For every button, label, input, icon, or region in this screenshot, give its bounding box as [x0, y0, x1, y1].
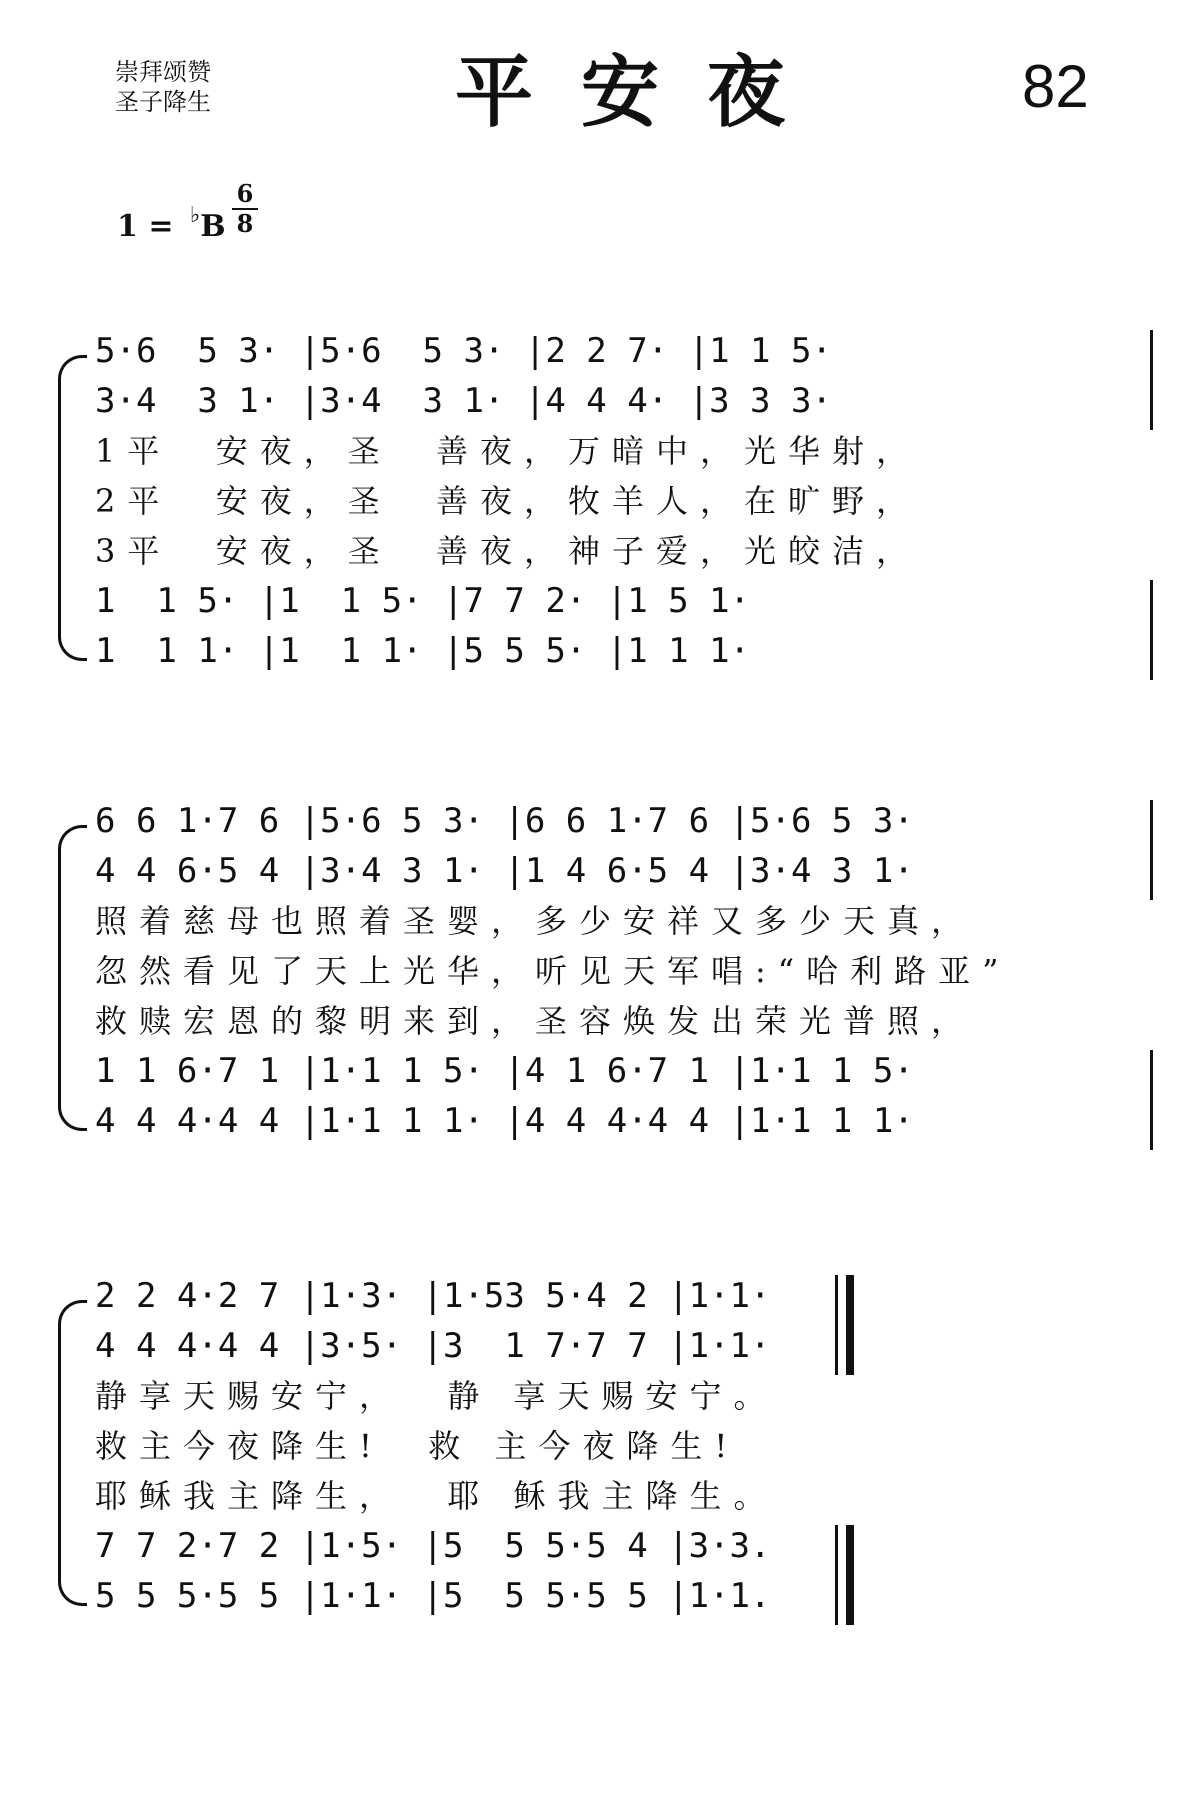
meter-bottom: 8: [236, 209, 254, 238]
verse-1-lyrics: 1平 安夜，圣 善夜，万暗中，光华射，: [95, 432, 921, 470]
time-signature: [232, 179, 258, 238]
bass-line: 4 4 4·4 4 |1·1 1 1· |4 4 4·4 4 |1·1 1 1·: [95, 1101, 914, 1141]
soprano-line: 6 6 1·7 6 |5·6 5 3· |6 6 1·7 6 |5·6 5 3·: [95, 801, 914, 841]
final-double-barline: [835, 1275, 854, 1375]
alto-line: 4 4 6·5 4 |3·4 3 1· |1 4 6·5 4 |3·4 3 1·: [95, 851, 914, 891]
end-barline: [1150, 1050, 1153, 1150]
bass-line: 1 1 1· |1 1 1· |5 5 5· |1 1 1·: [95, 631, 751, 671]
end-barline: [1150, 580, 1153, 680]
verse-3-lyrics: 3平 安夜，圣 善夜，神子爱，光皎洁，: [95, 532, 921, 570]
verse-2-lyrics: 救主今夜降生! 救 主今夜降生!: [95, 1427, 740, 1465]
verse-2-lyrics: 忽然看见了天上光华，听见天军唱:“哈利路亚”: [95, 952, 1011, 990]
flat-symbol: ♭: [189, 202, 201, 228]
verse-1-lyrics: 照着慈母也照着圣婴，多少安祥又多少天真，: [95, 902, 976, 940]
category-label-1: 崇拜颂赞: [115, 58, 211, 86]
final-double-barline: [835, 1525, 854, 1625]
hymn-number: 82: [1022, 53, 1089, 120]
verse-3-lyrics: 救赎宏恩的黎明来到，圣容焕发出荣光普照，: [95, 1002, 976, 1040]
hymn-title: 平安夜: [455, 47, 834, 138]
key-signature: [117, 200, 226, 242]
verse-2-lyrics: 2平 安夜，圣 善夜，牧羊人，在旷野，: [95, 482, 921, 520]
tenor-line: 1 1 5· |1 1 5· |7 7 2· |1 5 1·: [95, 581, 751, 621]
meter-top: 6: [236, 179, 254, 208]
verse-1-lyrics: 静享天赐安宁， 静 享天赐安宁。: [95, 1377, 778, 1415]
score-system-2: [0, 785, 1200, 1155]
tenor-line: 1 1 6·7 1 |1·1 1 5· |4 1 6·7 1 |1·1 1 5·: [95, 1051, 914, 1091]
key-label: 1 =: [117, 209, 184, 244]
tenor-line: 7 7 2·7 2 |1·5· |5 5 5·5 4 |3·3.: [95, 1526, 771, 1566]
system-bracket: [58, 355, 87, 661]
key-note: B: [200, 209, 226, 244]
alto-line: 3·4 3 1· |3·4 3 1· |4 4 4· |3 3 3·: [95, 381, 832, 421]
end-barline: [1150, 800, 1153, 900]
system-bracket: [58, 1300, 87, 1606]
score-system-1: [0, 315, 1200, 685]
alto-line: 4 4 4·4 4 |3·5· |3 1 7·7 7 |1·1·: [95, 1326, 771, 1366]
system-bracket: [58, 825, 87, 1131]
soprano-line: 5·6 5 3· |5·6 5 3· |2 2 7· |1 1 5·: [95, 331, 832, 371]
score-system-3: [0, 1260, 1200, 1630]
end-barline: [1150, 330, 1153, 430]
soprano-line: 2 2 4·2 7 |1·3· |1·53 5·4 2 |1·1·: [95, 1276, 771, 1316]
verse-3-lyrics: 耶稣我主降生， 耶 稣我主降生。: [95, 1477, 778, 1515]
bass-line: 5 5 5·5 5 |1·1· |5 5 5·5 5 |1·1.: [95, 1576, 771, 1616]
category-label-2: 圣子降生: [115, 88, 211, 116]
